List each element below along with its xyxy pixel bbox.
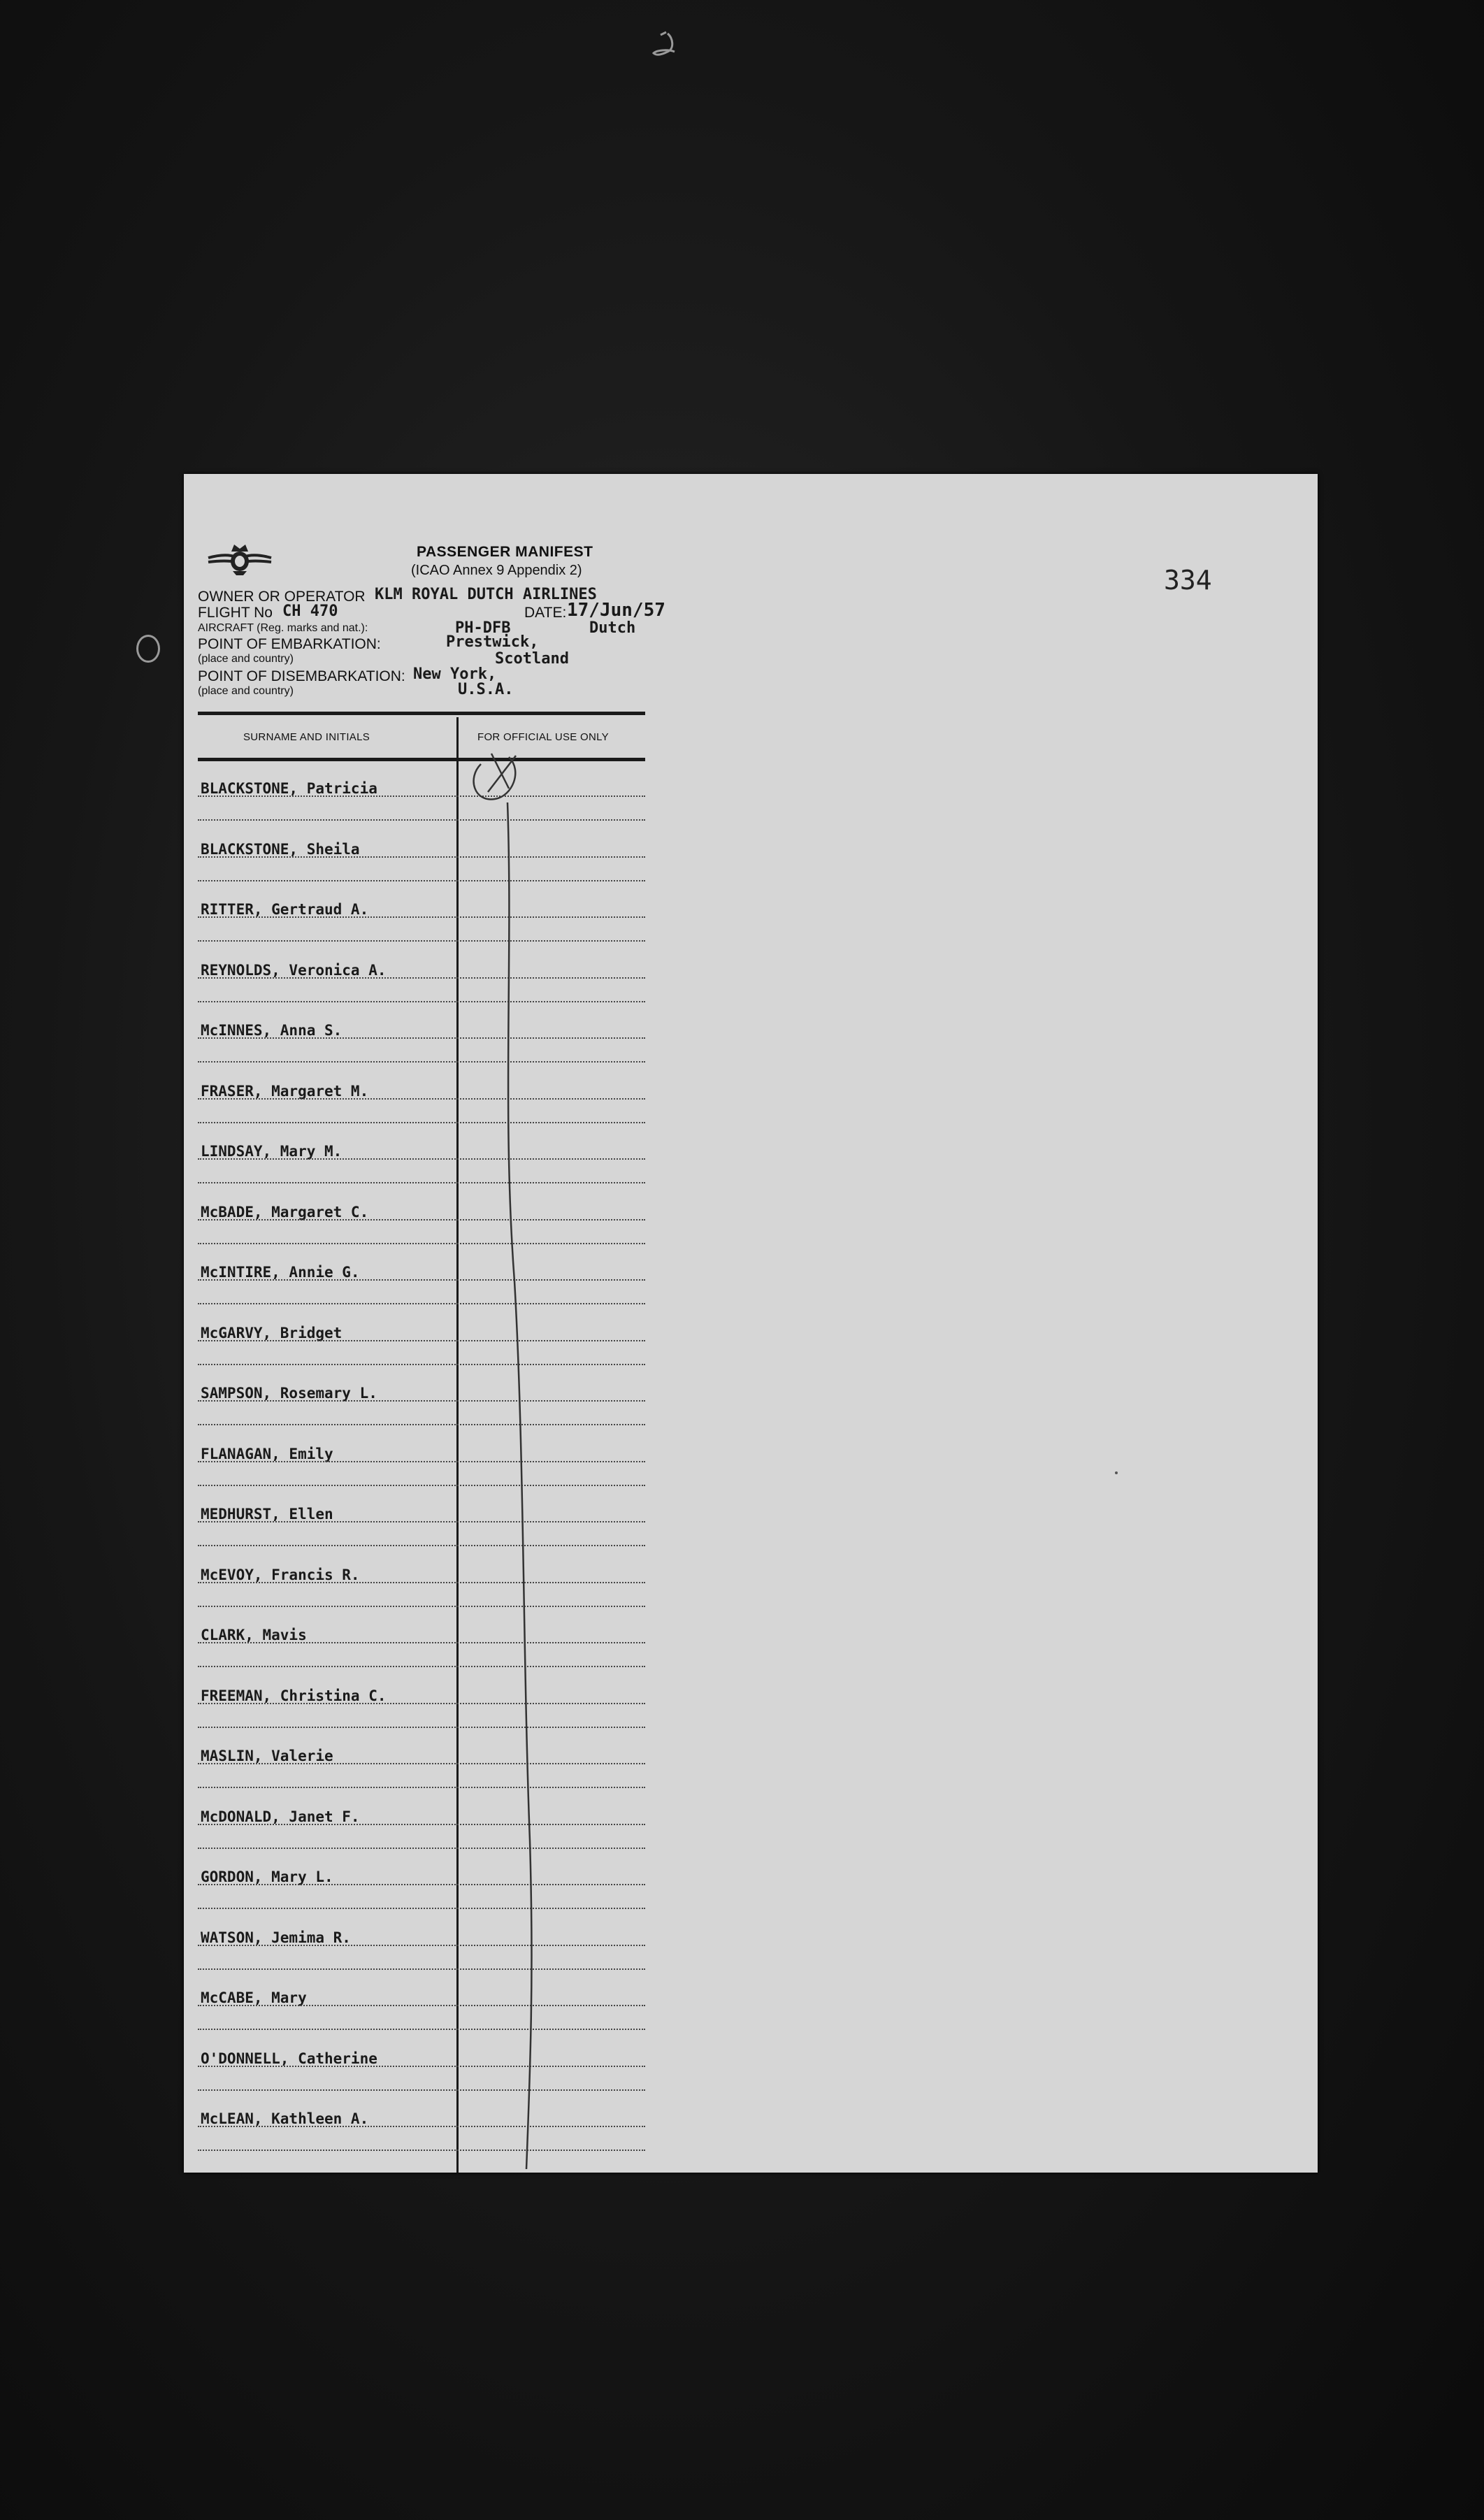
passenger-name: FLANAGAN, Emily	[201, 1445, 333, 1462]
disembarkation-country: U.S.A.	[458, 681, 514, 698]
passenger-name: McGARVY, Bridget	[201, 1324, 343, 1341]
embarkation-country: Scotland	[495, 650, 569, 668]
passenger-name: McLEAN, Kathleen A.	[201, 2110, 369, 2127]
passenger-name: REYNOLDS, Veronica A.	[201, 961, 387, 979]
aircraft-value: PH-DFB	[455, 619, 511, 637]
column-header-official: FOR OFFICIAL USE ONLY	[477, 731, 609, 743]
passenger-name: GORDON, Mary L.	[201, 1869, 333, 1885]
passenger-name: CLARK, Mavis	[201, 1627, 307, 1643]
aircraft-nationality: Dutch	[589, 619, 636, 637]
passenger-name: McINNES, Anna S.	[201, 1022, 343, 1039]
passenger-name: FRASER, Margaret M.	[201, 1082, 369, 1100]
punch-hole-mark	[136, 635, 160, 663]
passenger-name: SAMPSON, Rosemary L.	[201, 1385, 377, 1402]
passenger-name: McBADE, Margaret C.	[201, 1203, 369, 1221]
passenger-name: LINDSAY, Mary M.	[201, 1143, 343, 1160]
disembarkation-value: New York,	[413, 665, 497, 683]
page-number: 334	[1164, 565, 1212, 596]
embarkation-label: POINT OF EMBARKATION:	[198, 636, 381, 652]
owner-label: OWNER OR OPERATOR	[198, 589, 366, 605]
official-check-mark	[460, 750, 586, 2176]
passenger-name: BLACKSTONE, Sheila	[201, 840, 360, 858]
manifest-page	[184, 474, 1318, 2173]
passenger-name: FREEMAN, Christina C.	[201, 1687, 387, 1704]
date-value: 17/Jun/57	[567, 600, 665, 621]
scan-speck	[1115, 1471, 1118, 1474]
embarkation-sublabel: (place and country)	[198, 653, 294, 665]
owner-value: KLM ROYAL DUTCH AIRLINES	[375, 586, 597, 603]
passenger-name: RITTER, Gertraud A.	[201, 901, 369, 918]
passenger-name: BLACKSTONE, Patricia	[201, 780, 377, 797]
disembarkation-label: POINT OF DISEMBARKATION:	[198, 668, 405, 684]
passenger-name: MASLIN, Valerie	[201, 1748, 333, 1764]
handwritten-mark-icon	[647, 28, 689, 70]
aircraft-label: AIRCRAFT (Reg. marks and nat.):	[198, 622, 368, 634]
passenger-name: MEDHURST, Ellen	[201, 1506, 333, 1522]
header-rule-top	[198, 712, 645, 715]
flight-label: FLIGHT No	[198, 605, 273, 621]
date-label: DATE:	[524, 605, 567, 621]
form-title: PASSENGER MANIFEST	[417, 544, 593, 560]
klm-crown-logo-icon	[205, 540, 275, 578]
passenger-name: McCABE, Mary	[201, 1989, 307, 2006]
disembarkation-sublabel: (place and country)	[198, 685, 294, 697]
passenger-name: WATSON, Jemima R.	[201, 1929, 351, 1946]
passenger-name: McDONALD, Janet F.	[201, 1808, 360, 1825]
form-subtitle: (ICAO Annex 9 Appendix 2)	[411, 563, 582, 578]
flight-value: CH 470	[282, 603, 338, 620]
passenger-name: McINTIRE, Annie G.	[201, 1264, 360, 1281]
passenger-name: O'DONNELL, Catherine	[201, 2050, 377, 2067]
embarkation-value: Prestwick,	[446, 633, 539, 651]
passenger-name: McEVOY, Francis R.	[201, 1566, 360, 1583]
column-header-surname: SURNAME AND INITIALS	[243, 731, 370, 743]
